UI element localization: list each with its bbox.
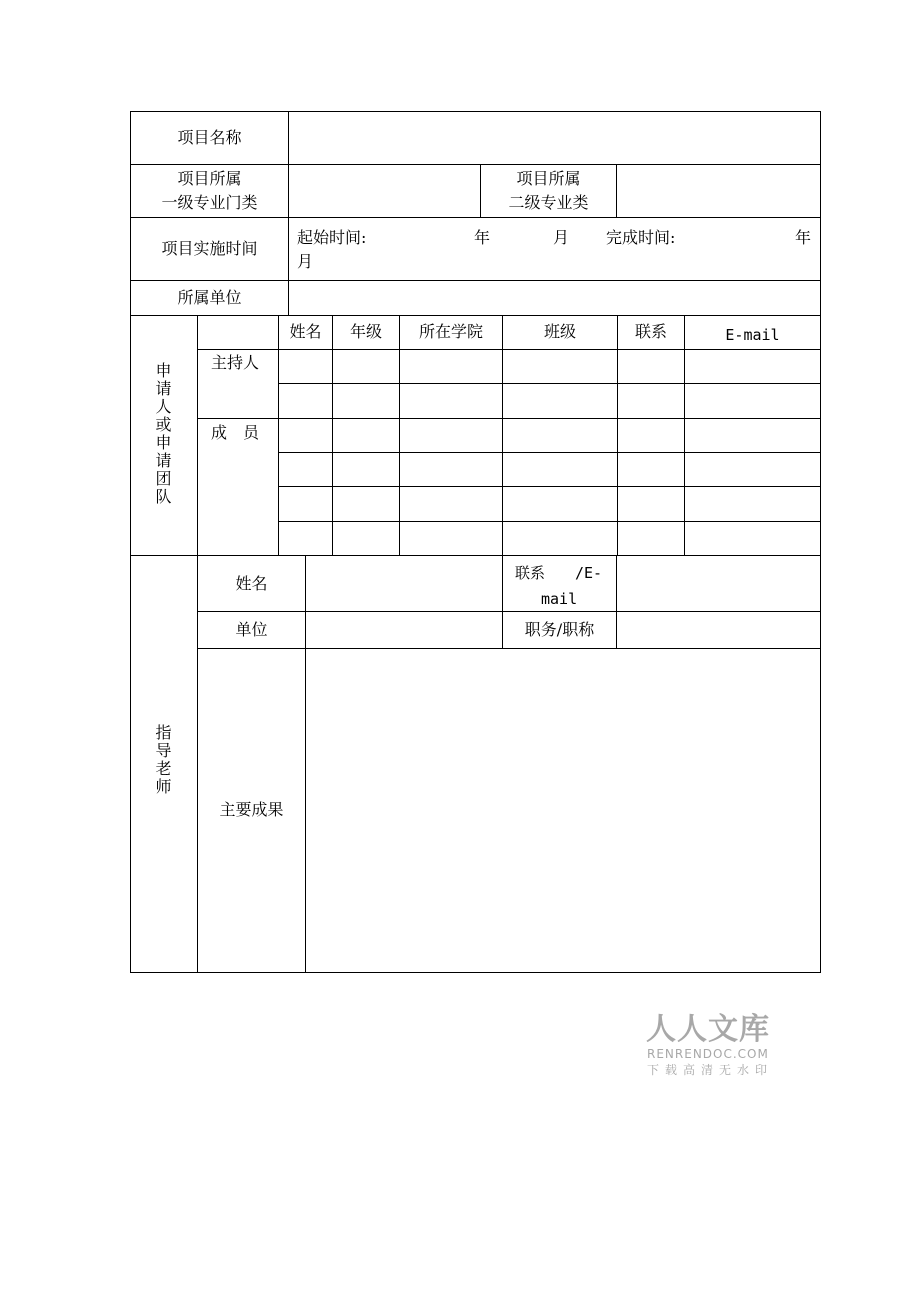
row-divider (278, 521, 821, 522)
unit-field[interactable] (289, 281, 820, 315)
row-divider (130, 315, 821, 316)
col-header-email: E-mail (725, 326, 780, 344)
start-month-label: 月 (553, 228, 570, 247)
watermark-brand: 人人文库 (646, 1012, 770, 1047)
table-border-bottom (130, 972, 821, 973)
host-label: 主持人 (211, 353, 260, 372)
category2-field[interactable] (617, 165, 820, 217)
col-divider (617, 315, 618, 556)
category2-label: 项目所属 (516, 169, 581, 188)
achievements-label: 主要成果 (219, 800, 284, 819)
end-year-label: 年 (795, 228, 812, 247)
advisor-name-label: 姓名 (235, 574, 268, 593)
advisor-title-field[interactable] (617, 612, 820, 648)
start-time-label: 起始时间: (297, 228, 367, 247)
row-divider (197, 349, 821, 350)
start-year-label: 年 (474, 228, 491, 247)
category2-label-line2: 二级专业类 (508, 193, 589, 212)
col-divider (278, 315, 279, 556)
project-name-field[interactable] (289, 112, 820, 164)
col-header-grade: 年级 (349, 322, 382, 341)
project-time-label: 项目实施时间 (161, 239, 258, 258)
category1-label-line2: 一级专业门类 (161, 193, 258, 212)
unit-label: 所属单位 (177, 288, 242, 307)
advisor-contact-field[interactable] (617, 556, 820, 611)
advisor-contact-label: 联系 /E- (515, 564, 603, 582)
category1-field[interactable] (289, 165, 480, 217)
advisor-section-label: 指导老师 (153, 724, 172, 796)
col-divider (684, 315, 685, 556)
col-header-class: 班级 (543, 322, 576, 341)
watermark-domain: RENRENDOC.COM (647, 1047, 769, 1061)
advisor-title-label: 职务/职称 (524, 620, 595, 639)
table-border-right (820, 111, 821, 973)
watermark-slogan: 下载高清无水印 (647, 1063, 774, 1077)
row-divider (130, 217, 821, 218)
row-divider (278, 452, 821, 453)
col-divider (502, 315, 503, 556)
col-header-name: 姓名 (289, 322, 322, 341)
end-month-label: 月 (297, 252, 314, 271)
col-divider (197, 315, 198, 973)
col-divider (399, 315, 400, 556)
advisor-unit-field[interactable] (306, 612, 502, 648)
applicants-section-label: 申请人或申请团队 (153, 362, 172, 506)
advisor-name-field[interactable] (306, 556, 502, 611)
col-divider (332, 315, 333, 556)
end-time-label: 完成时间: (606, 228, 676, 247)
row-divider (197, 418, 821, 419)
row-divider (278, 383, 821, 384)
category1-label: 项目所属 (177, 169, 242, 188)
project-name-label: 项目名称 (177, 128, 242, 147)
advisor-contact-label-line2: mail (541, 590, 578, 608)
achievements-field[interactable] (306, 649, 820, 972)
row-divider (278, 486, 821, 487)
col-header-contact: 联系 (634, 322, 667, 341)
member-label: 成 员 (211, 423, 260, 442)
advisor-unit-label: 单位 (235, 620, 268, 639)
col-header-college: 所在学院 (418, 322, 483, 341)
